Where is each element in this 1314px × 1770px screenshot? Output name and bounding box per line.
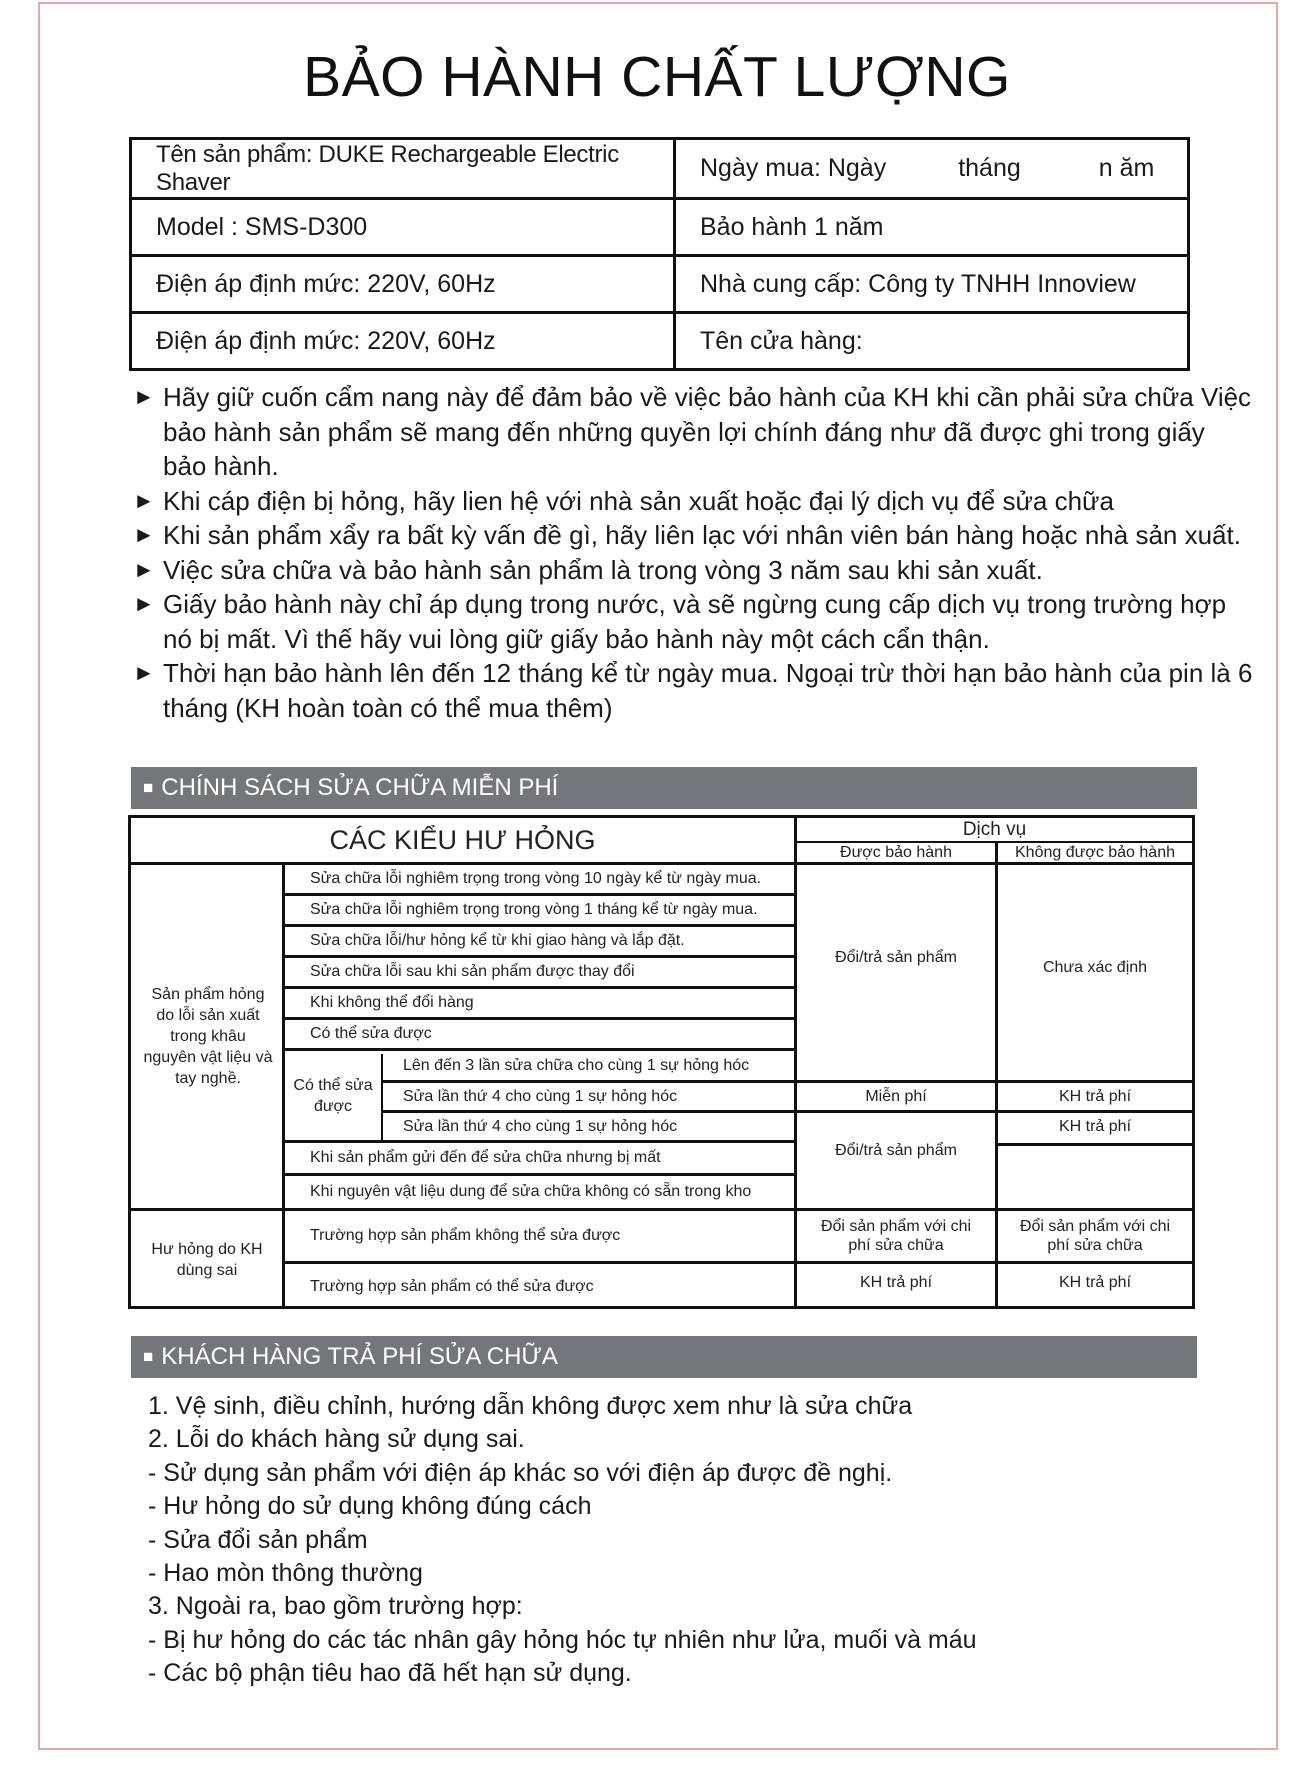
- repairable-label: Có thể sửa được: [293, 1076, 373, 1115]
- section-title: CHÍNH SÁCH SỬA CHỮA MIỄN PHÍ: [161, 774, 559, 801]
- model-cell: Model : SMS-D300: [132, 200, 676, 254]
- table-row: Sửa lần thứ 4 cho cùng 1 sự hỏng hóc: [403, 1087, 678, 1105]
- covered-exchange-cell: Đổi/trả sản phẩm: [835, 948, 957, 966]
- square-icon: ■: [143, 778, 154, 797]
- arrow-icon: ►: [133, 384, 155, 409]
- note-item: ► Thời hạn bảo hành lên đến 12 tháng kể từ ngày mua. Ngoại trừ thời hạn bảo hành của pin là 6 tháng (KH hoàn toàn có thể mua thêm): [133, 656, 1253, 725]
- arrow-icon: ►: [133, 660, 155, 685]
- list-item: - Hư hỏng do sử dụng không đúng cách: [148, 1492, 592, 1521]
- free-repair-heading: [131, 767, 1197, 809]
- list-item: 3. Ngoài ra, bao gồm trường hợp:: [148, 1592, 523, 1621]
- covered-exchange-cell: Đổi/trả sản phẩm: [835, 1141, 957, 1159]
- table-row: Lên đến 3 lần sửa chữa cho cùng 1 sự hỏng hóc: [403, 1056, 750, 1074]
- supplier-cell: Nhà cung cấp: Công ty TNHH Innoview: [700, 269, 1136, 298]
- not-covered-paid-cell: KH trả phí: [1058, 1117, 1132, 1135]
- product-name-cell: Tên sản phẩm: DUKE Rechargeable Electric Shaver: [132, 140, 676, 197]
- note-item: ► Khi cáp điện bị hỏng, hãy lien hệ với nhà sản xuất hoặc đại lý dịch vụ để sửa chữa: [133, 484, 1253, 519]
- list-item: - Sửa đổi sản phẩm: [148, 1525, 368, 1554]
- table-row: Khi nguyên vật liệu dung để sửa chữa không có sẵn trong kho: [310, 1183, 752, 1200]
- covered-paid-cell: KH trả phí: [859, 1274, 933, 1291]
- info-row: [132, 197, 1187, 254]
- product-info-table: [129, 137, 1190, 371]
- defect-types-header: CÁC KIỂU HƯ HỎNG: [329, 824, 596, 855]
- note-item: ► Khi sản phẩm xẩy ra bất kỳ vấn đề gì, hãy liên lạc với nhân viên bán hàng hoặc nhà sản xuất.: [133, 518, 1253, 553]
- warranty-period-cell: Bảo hành 1 năm: [700, 212, 884, 241]
- group-manufacturing-defect: Sản phẩm hỏng do lỗi sản xuất trong khâu nguyên vật liệu và tay nghề.: [143, 986, 273, 1087]
- arrow-icon: ►: [133, 591, 155, 616]
- table-row: Sửa chữa lỗi nghiêm trọng trong vòng 1 tháng kể từ ngày mua.: [310, 901, 758, 918]
- group-customer-misuse: Hư hỏng do KH dùng sai: [151, 1241, 263, 1279]
- store-name-cell: Tên cửa hàng:: [700, 326, 863, 355]
- table-row: Sửa chữa lỗi/hư hỏng kể từ khi giao hàng và lắp đặt.: [310, 932, 685, 949]
- covered-exchange-fee-cell: Đổi sản phẩm với chi phí sửa chữa: [820, 1218, 972, 1254]
- purchase-day-label: Ngày mua: Ngày: [700, 154, 887, 182]
- note-item: ► Việc sửa chữa và bảo hành sản phẩm là trong vòng 3 năm sau khi sản xuất.: [133, 553, 1253, 588]
- list-item: 1. Vệ sinh, điều chỉnh, hướng dẫn không được xem như là sửa chữa: [148, 1392, 913, 1420]
- table-row: Sửa chữa lỗi sau khi sản phẩm được thay đổi: [310, 963, 635, 980]
- not-covered-paid-cell: KH trả phí: [1058, 1274, 1132, 1291]
- list-item: - Sử dụng sản phẩm với điện áp khác so với điện áp được đề nghị.: [148, 1458, 893, 1487]
- table-row: Sửa chữa lỗi nghiêm trọng trong vòng 10 ngày kể từ ngày mua.: [310, 870, 762, 887]
- info-row: [132, 311, 1187, 368]
- table-row: Khi sản phẩm gửi đến để sửa chữa nhưng bị mất: [310, 1149, 661, 1166]
- table-row: Trường hợp sản phẩm không thể sửa được: [310, 1227, 621, 1244]
- section-title: KHÁCH HÀNG TRẢ PHÍ SỬA CHỮA: [161, 1343, 558, 1370]
- rated-voltage-cell: Điện áp định mức: 220V, 60Hz: [132, 257, 676, 311]
- paid-repair-heading: [131, 1336, 1197, 1378]
- arrow-icon: ►: [133, 487, 155, 513]
- rated-voltage-cell: Điện áp định mức: 220V, 60Hz: [132, 314, 676, 368]
- warranty-notes: [133, 380, 1253, 725]
- covered-free-cell: Miễn phí: [865, 1087, 927, 1105]
- purchase-date-cell: [676, 140, 1187, 197]
- covered-header: Được bảo hành: [840, 843, 952, 861]
- note-item: ► Hãy giữ cuốn cẩm nang này để đảm bảo về việc bảo hành của KH khi cần phải sửa chữa Việc bảo hành sản phẩm sẽ mang đến những quyền lợi chính đáng như đã được ghi trong giấy bảo hành.: [133, 380, 1253, 484]
- not-covered-undetermined-cell: Chưa xác định: [1042, 958, 1148, 976]
- table-row: Sửa lần thứ 4 cho cùng 1 sự hỏng hóc: [403, 1117, 678, 1135]
- arrow-icon: ►: [133, 556, 155, 582]
- list-item: - Hao mòn thông thường: [148, 1559, 423, 1588]
- list-item: - Bị hư hỏng do các tác nhân gây hỏng hóc tự nhiên như lửa, muối và máu: [148, 1625, 977, 1654]
- arrow-icon: ►: [133, 522, 155, 547]
- not-covered-header: Không được bảo hành: [1015, 843, 1175, 861]
- square-icon: ■: [143, 1347, 154, 1366]
- service-header: Dịch vụ: [962, 818, 1027, 840]
- purchase-year-label: n ăm: [1098, 154, 1155, 182]
- repair-policy-table: [128, 815, 1195, 1309]
- page-title: BẢO HÀNH CHẤT LƯỢNG: [303, 45, 1011, 109]
- not-covered-exchange-fee-cell: Đổi sản phẩm với chi phí sửa chữa: [1019, 1218, 1171, 1254]
- list-item: 2. Lỗi do khách hàng sử dụng sai.: [148, 1425, 525, 1454]
- purchase-month-label: tháng: [958, 154, 1021, 182]
- table-row: Có thể sửa được: [310, 1025, 432, 1042]
- note-item: ► Giấy bảo hành này chỉ áp dụng trong nước, và sẽ ngừng cung cấp dịch vụ trong trường hợp nó bị mất. Vì thế hãy vui lòng giữ giấy bảo hành này một cách cẩn thận.: [133, 587, 1253, 656]
- not-covered-paid-cell: KH trả phí: [1058, 1087, 1132, 1105]
- info-row: [132, 254, 1187, 311]
- info-row: [132, 140, 1187, 197]
- list-item: - Các bộ phận tiêu hao đã hết hạn sử dụng.: [148, 1659, 632, 1688]
- paid-repair-list: [148, 1390, 977, 1691]
- table-row: Trường hợp sản phẩm có thể sửa được: [310, 1277, 594, 1295]
- table-row: Khi không thể đổi hàng: [310, 994, 474, 1011]
